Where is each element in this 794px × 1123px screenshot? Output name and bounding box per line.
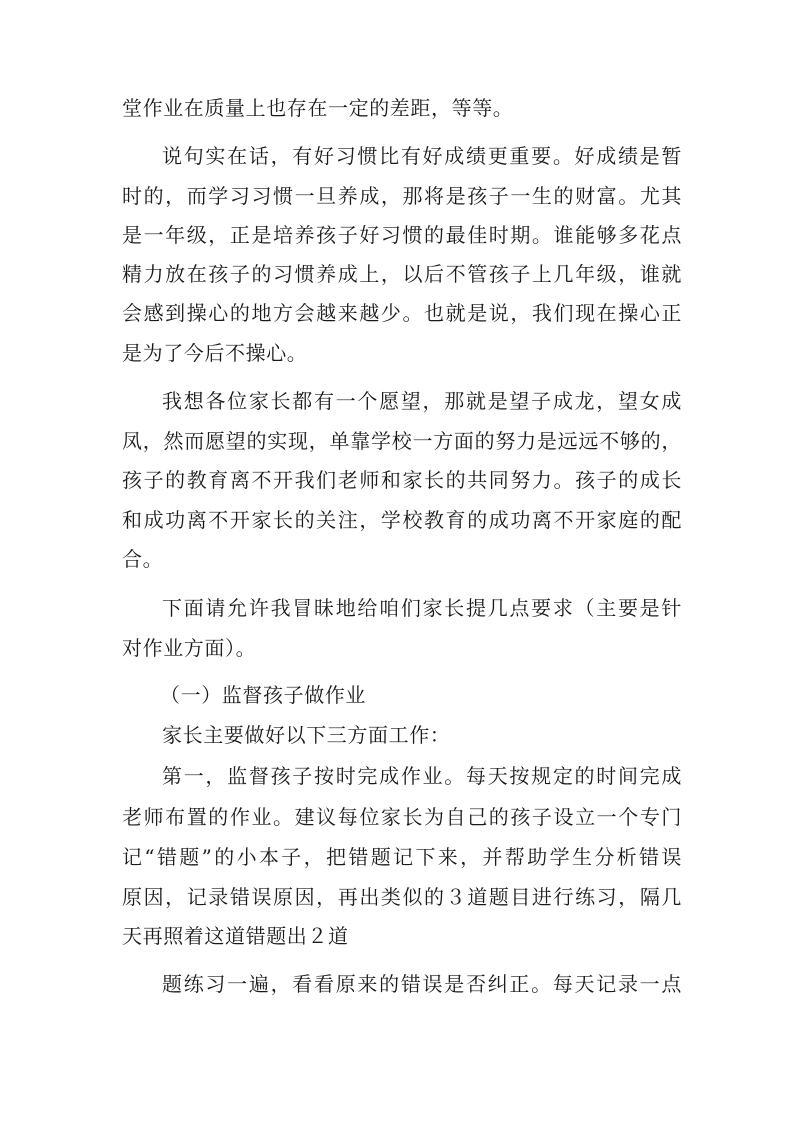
text-line: 是一年级，正是培养孩子好习惯的最佳时期。谁能够多花点 bbox=[122, 223, 682, 247]
text-line: 时的，而学习习惯一旦养成，那将是孩子一生的财富。尤其 bbox=[122, 184, 682, 208]
text-line: 对作业方面）。 bbox=[122, 636, 257, 660]
paragraph-first-line: 下面请允许我冒昧地给咱们家长提几点要求（主要是针 bbox=[162, 596, 682, 620]
text-line: 老师布置的作业。建议每位家长为自己的孩子设立一个专门 bbox=[122, 805, 682, 829]
text-line: 会感到操心的地方会越来越少。也就是说，我们现在操心正 bbox=[122, 301, 682, 325]
paragraph-first-line: 题练习一遍，看看原来的错误是否纠正。每天记录一点 bbox=[162, 972, 682, 996]
text-line: 和成功离不开家长的关注，学校教育的成功离不开家庭的配 bbox=[122, 508, 682, 532]
text-line: 天再照着这道错题出２道 bbox=[122, 924, 349, 948]
text-line: 记“错题”的小本子，把错题记下来，并帮助学生分析错误 bbox=[122, 845, 682, 869]
text-line: 孩子的教育离不开我们老师和家长的共同努力。孩子的成长 bbox=[122, 468, 682, 492]
paragraph-first-line: 说句实在话，有好习惯比有好成绩更重要。好成绩是暂 bbox=[162, 144, 682, 168]
text-line: 精力放在孩子的习惯养成上，以后不管孩子上几年级，谁就 bbox=[122, 262, 682, 286]
paragraph-first-line: 家长主要做好以下三方面工作： bbox=[162, 723, 451, 747]
text-line: 是为了今后不操心。 bbox=[122, 341, 308, 365]
text-line: 凤，然而愿望的实现，单靠学校一方面的努力是远远不够的， bbox=[122, 429, 682, 453]
text-line: 合。 bbox=[122, 547, 164, 571]
paragraph-first-line: 我想各位家长都有一个愿望，那就是望子成龙，望女成 bbox=[162, 389, 682, 413]
text-line: 原因，记录错误原因，再出类似的３道题目进行练习，隔几 bbox=[122, 885, 682, 909]
paragraph-first-line: 第一，监督孩子按时完成作业。每天按规定的时间完成 bbox=[162, 764, 682, 788]
text-line: 堂作业在质量上也存在一定的差距，等等。 bbox=[122, 96, 514, 120]
section-heading: （一）监督孩子做作业 bbox=[160, 683, 366, 707]
